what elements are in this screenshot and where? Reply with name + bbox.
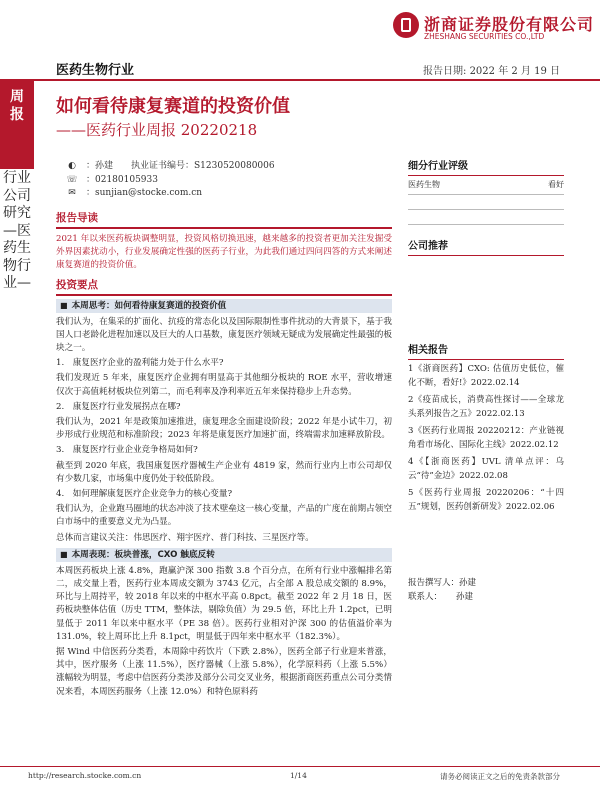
footer-url[interactable]: http://research.stocke.com.cn (28, 771, 142, 780)
footer-disclaimer: 请务必阅读正文之后的免责条款部分 (440, 772, 560, 781)
section-divider (56, 294, 392, 296)
blank-line (408, 209, 564, 210)
key-points-title: 投资要点 (56, 279, 98, 292)
question-2: 2. 康复医疗行业发展拐点在哪? (56, 401, 181, 412)
related-reports-list (408, 363, 564, 514)
list-item[interactable]: 2《疫苗成长，消费高性探讨——全球龙头系列报告之五》2022.02.13 (408, 395, 564, 419)
industry-name: 医药生物行业 (56, 63, 135, 78)
section2-paragraph-2: 据 Wind 中信医药分类看，本周除中药饮片（下跌 2.8%），医药全部子行业迎来普涨，其中，医疗服务（上涨 11.5%），医疗器械（上涨 5.8%），化学原料药（上涨 5.5%）涨幅较为明显，考虑中信医药分类涉及部分公司交叉业务，根据浙商医药重点公司分类情况来看，本周医药服务（上涨 12.0%）和特色原料药 (56, 647, 392, 697)
email-icon: ✉ (68, 188, 76, 198)
author-name-line: ：孙建 执业证书编号：S1230520080006 (86, 161, 275, 171)
report-type-tab (0, 79, 34, 169)
section1-heading: ■ 本周思考：如何看待康复赛道的投资价值 (56, 299, 392, 313)
contact-block (408, 576, 476, 604)
section2-paragraph-1: 本周医药板块上涨 4.8%，跑赢沪深 300 指数 3.8 个百分点，在所有行业中涨幅排名第二，成交量上看，医药行业本周成交额为 3743 亿元，占全部 A 股总成交额的 8.9%，环比与上周持平，较 2018 年以来的中枢水平高 0.8pct。截至 2022 年 2 月 18 日，医药板块整体估值（历史 TTM，整体法，剔除负值）为 29.5 倍，环比上升 1.2pct，已明显低于 2011 年以来中枢水平（PE 38 倍）。医药行业相对沪深 300 的估值溢价率为 131.0%，较上周环比上升 8.1pct，明显低于四年来中枢水平（182.3%）。 (56, 565, 392, 642)
main-content (56, 211, 392, 701)
author-phone: ：02180105933 (86, 174, 158, 185)
list-item[interactable]: 5《医药行业周报 20220206：“十四五”规划，医药创新研发》2022.02.06 (408, 488, 564, 512)
answer-3: 截至到 2020 年底，我国康复医疗器械生产企业有 4819 家，然而行业内上市公司却仅有少数几家，市场集中度仍处于较低阶段。 (56, 460, 392, 484)
answer-2: 我们认为，2021 年是政策加速推进，康复理念全面建设阶段；2022 年是小试牛刀，初步形成行业规范和标准阶段；2023 年将是康复医疗加速扩面，终端需求加速释放阶段。 (56, 417, 392, 441)
rating-title: 细分行业评级 (408, 161, 468, 172)
sidebar-divider (408, 359, 564, 360)
question-3: 3. 康复医疗行业企业竞争格局如何? (56, 445, 198, 456)
footer-divider (0, 766, 600, 767)
blank-line (408, 194, 564, 195)
vertical-category-label: 行业公司研究—医药生物行业— (3, 170, 31, 291)
sidebar-divider (408, 255, 564, 256)
square-bullet-icon: ■ (60, 549, 68, 559)
contact-value: 孙建 (456, 592, 474, 602)
phone-icon: ☏ (66, 174, 78, 185)
answer-4: 我们认为，企业跑马圈地的状态冲淡了技术壁垒这一核心变量，产品的广度在前期占领空白市场中的重要意义尤为凸显。 (56, 504, 392, 528)
brand-name-cn: 浙商证券股份有限公司 (424, 15, 595, 34)
author-block (66, 160, 275, 201)
related-reports-title: 相关报告 (408, 345, 448, 356)
report-subtitle: ——医药行业周报 20220218 (56, 121, 258, 139)
list-item[interactable]: 1《浙商医药】CXO: 估值历史低位，催化不断，看好!》2022.02.14 (408, 364, 564, 388)
person-icon: ◐ (68, 161, 76, 171)
list-item[interactable]: 4《【浙商医药】UVL 清单点评：乌云“待”金边》2022.02.08 (408, 457, 564, 481)
section2-heading: ■ 本周表现：板块普涨，CXO 触底反转 (56, 548, 392, 562)
question-1: 1. 康复医疗企业的盈利能力处于什么水平? (56, 358, 224, 369)
contact-label: 联系人： (408, 592, 443, 602)
rating-row (408, 179, 564, 190)
sidebar-divider (408, 175, 564, 176)
rating-sector: 医药生物 (408, 180, 440, 189)
recommend-title: 公司推荐 (408, 241, 448, 252)
brand-logo-icon (393, 12, 419, 38)
answer-1: 我们发现近 5 年来，康复医疗企业拥有明显高于其他细分板块的 ROE 水平，营收增速仅次于高值耗材板块位列第二，而毛利率及净利率近五年来保持稳步上升态势。 (56, 373, 392, 397)
section1-summary: 总体而言建议关注：伟思医疗、翔宇医疗、普门科技、三星医疗等。 (56, 532, 314, 543)
blank-line (408, 224, 564, 225)
section1-intro: 我们认为，在集采的扩面化、抗疫的常态化以及国际限制性事件扰动的大背景下，基于我国人口老龄化进程加速以及巨大的人口基数，康复医疗领域无疑成为发展确定性最强的板块之一。 (56, 316, 392, 354)
author-email: ：sunjian@stocke.com.cn (86, 188, 203, 198)
author-value: 孙建 (459, 578, 477, 588)
square-bullet-icon: ■ (60, 300, 68, 310)
section-divider (56, 227, 392, 229)
report-title: 如何看待康复赛道的投资价值 (56, 96, 290, 117)
list-item[interactable]: 3《医药行业周报 20220212：产业链视角看市场化、国际化主线》2022.02.12 (408, 426, 564, 450)
rating-value: 看好 (548, 180, 564, 189)
brand-name-en: ZHESHANG SECURITIES CO.,LTD (424, 32, 545, 41)
header-divider (0, 79, 600, 81)
sidebar (408, 157, 564, 518)
report-type-label: 周报 (10, 89, 24, 123)
report-date: 报告日期: 2022 年 2 月 19 日 (423, 66, 560, 77)
author-label: 报告撰写人： (408, 578, 460, 588)
question-4: 4. 如何理解康复医疗企业竞争力的核心变量? (56, 489, 233, 500)
guide-title: 报告导读 (56, 212, 98, 224)
page-number: 1/14 (290, 771, 307, 780)
guide-text: 2021 年以来医药板块调整明显，投资风格切换迅速，越来越多的投资者更加关注发掘受外界因素扰动小，行业发展确定性强的医药子行业，为此我们通过四问四答的方式来阐述康复赛道的投资价值。 (56, 233, 392, 270)
